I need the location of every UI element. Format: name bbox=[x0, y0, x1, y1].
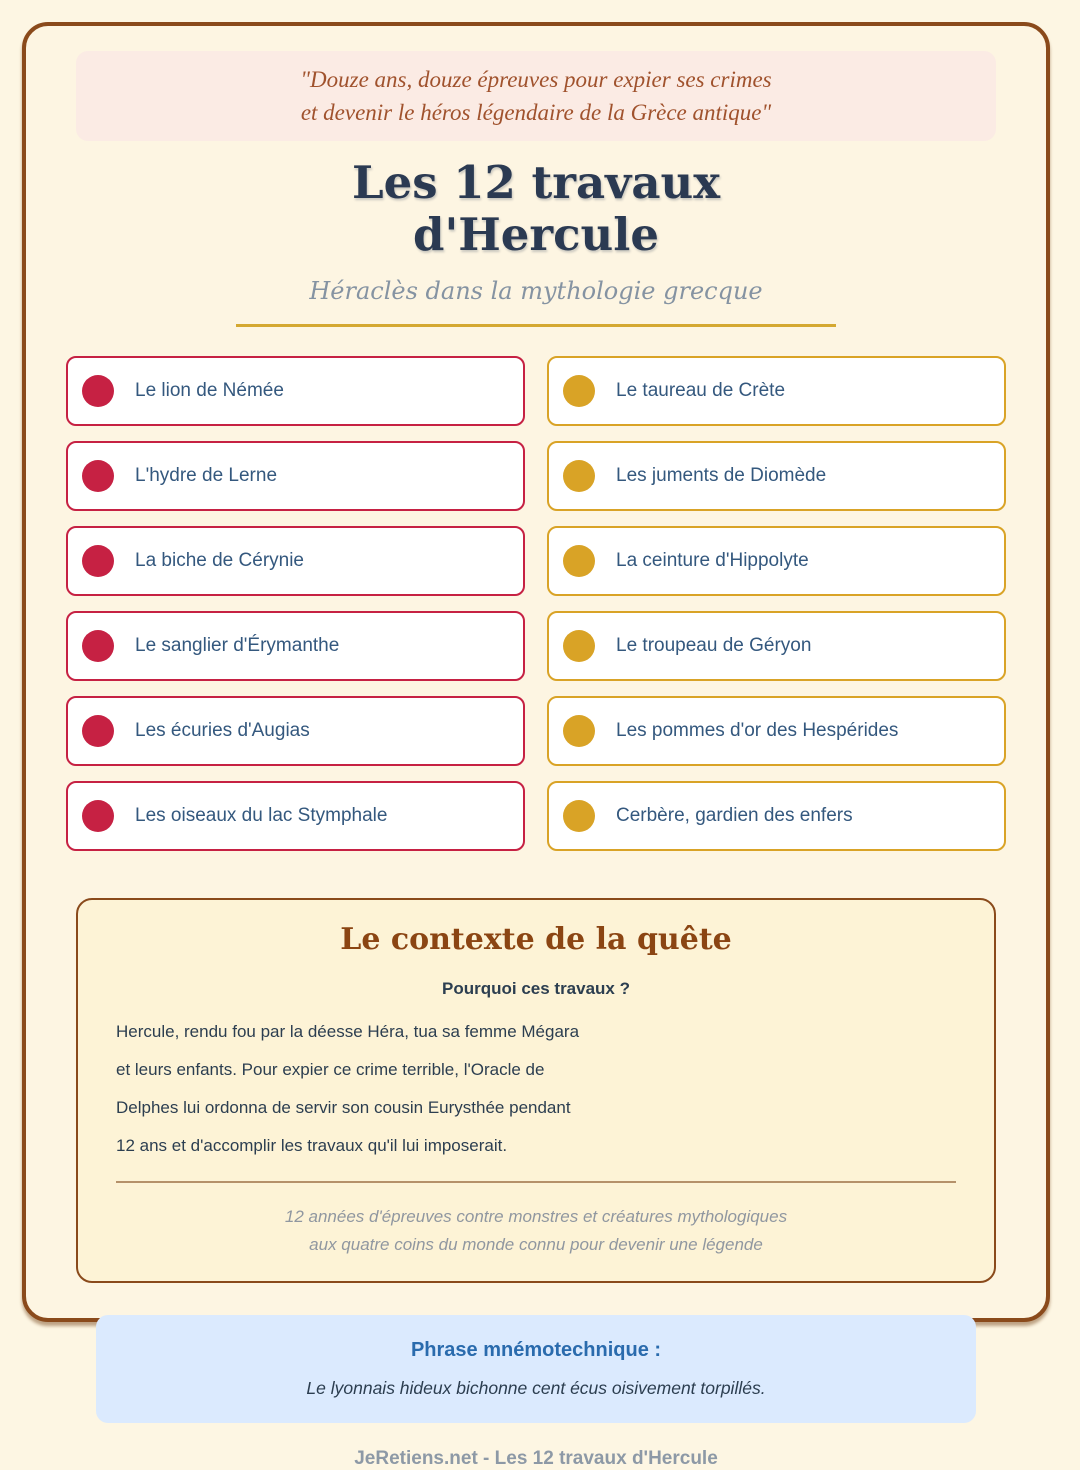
labor-item-ecuries-augias bbox=[66, 696, 525, 766]
mnemonic-phrase: Le lyonnais hideux bichonne cent écus oisivement torpillés. bbox=[306, 1378, 766, 1398]
context-note bbox=[116, 1203, 956, 1259]
context-paragraph-line: Delphes lui ordonna de servir son cousin Eurysthée pendant bbox=[116, 1098, 571, 1117]
red-dot-icon bbox=[82, 460, 114, 492]
labors-column-left bbox=[66, 356, 525, 866]
labor-label: Le lion de Némée bbox=[135, 380, 284, 401]
context-paragraph-line: et leurs enfants. Pour expier ce crime terrible, l'Oracle de bbox=[116, 1060, 545, 1079]
title-divider bbox=[236, 324, 836, 327]
page-title-line-2: d'Hercule bbox=[413, 208, 659, 261]
labors-column-right bbox=[547, 356, 1006, 866]
red-dot-icon bbox=[82, 630, 114, 662]
labor-item-hydre-lerne bbox=[66, 441, 525, 511]
page-subtitle: Héraclès dans la mythologie grecque bbox=[309, 277, 763, 305]
labor-item-taureau-crete bbox=[547, 356, 1006, 426]
context-paragraph bbox=[116, 1013, 956, 1165]
labor-label: Cerbère, gardien des enfers bbox=[616, 805, 853, 826]
labor-label: L'hydre de Lerne bbox=[135, 465, 278, 486]
gold-dot-icon bbox=[563, 545, 595, 577]
red-dot-icon bbox=[82, 375, 114, 407]
mnemonic-title: Phrase mnémotechnique : bbox=[410, 1339, 662, 1361]
context-note-line-1: 12 années d'épreuves contre monstres et créatures mythologiques bbox=[284, 1207, 788, 1226]
gold-dot-icon bbox=[563, 630, 595, 662]
red-dot-icon bbox=[82, 715, 114, 747]
context-section bbox=[76, 898, 996, 1283]
labor-item-troupeau-geryon bbox=[547, 611, 1006, 681]
quote-line-1: "Douze ans, douze épreuves pour expier ses crimes bbox=[300, 67, 772, 92]
labor-label: La ceinture d'Hippolyte bbox=[616, 550, 809, 571]
labors-grid bbox=[66, 356, 1006, 866]
footer-credit: JeRetiens.net - Les 12 travaux d'Hercule bbox=[354, 1448, 718, 1469]
context-note-line-2: aux quatre coins du monde connu pour devenir une légende bbox=[309, 1235, 763, 1254]
gold-dot-icon bbox=[563, 715, 595, 747]
mnemonic-section bbox=[96, 1315, 976, 1423]
labor-item-cerbere-enfers bbox=[547, 781, 1006, 851]
labor-label: La biche de Cérynie bbox=[135, 550, 304, 571]
quote-banner bbox=[76, 51, 996, 141]
labor-item-pommes-hesperides bbox=[547, 696, 1006, 766]
context-subtitle: Pourquoi ces travaux ? bbox=[442, 979, 630, 998]
labor-label: Les pommes d'or des Hespérides bbox=[616, 720, 899, 741]
gold-dot-icon bbox=[563, 460, 595, 492]
labor-item-ceinture-hippolyte bbox=[547, 526, 1006, 596]
labor-label: Les oiseaux du lac Stymphale bbox=[135, 805, 388, 826]
infographic-card bbox=[22, 22, 1050, 1469]
labor-item-lion-nemee bbox=[66, 356, 525, 426]
red-dot-icon bbox=[82, 800, 114, 832]
quote-line-2: et devenir le héros légendaire de la Grèce antique" bbox=[300, 100, 772, 125]
context-title: Le contexte de la quête bbox=[340, 922, 732, 957]
labor-label: Les juments de Diomède bbox=[616, 465, 827, 486]
labor-item-juments-diomede bbox=[547, 441, 1006, 511]
labor-label: Les écuries d'Augias bbox=[135, 720, 310, 741]
context-paragraph-line: Hercule, rendu fou par la déesse Héra, tua sa femme Mégara bbox=[116, 1022, 580, 1041]
page-title-line-1: Les 12 travaux bbox=[351, 156, 721, 209]
context-divider bbox=[116, 1181, 956, 1183]
labor-item-biche-cerynie bbox=[66, 526, 525, 596]
labor-label: Le troupeau de Géryon bbox=[616, 635, 812, 656]
labor-item-sanglier-erymanthe bbox=[66, 611, 525, 681]
labor-label: Le taureau de Crète bbox=[616, 380, 786, 401]
red-dot-icon bbox=[82, 545, 114, 577]
labor-label: Le sanglier d'Érymanthe bbox=[135, 635, 340, 656]
context-paragraph-line: 12 ans et d'accomplir les travaux qu'il lui imposerait. bbox=[116, 1136, 508, 1155]
gold-dot-icon bbox=[563, 800, 595, 832]
labor-item-oiseaux-stymphale bbox=[66, 781, 525, 851]
page-title bbox=[26, 157, 1046, 261]
gold-dot-icon bbox=[563, 375, 595, 407]
